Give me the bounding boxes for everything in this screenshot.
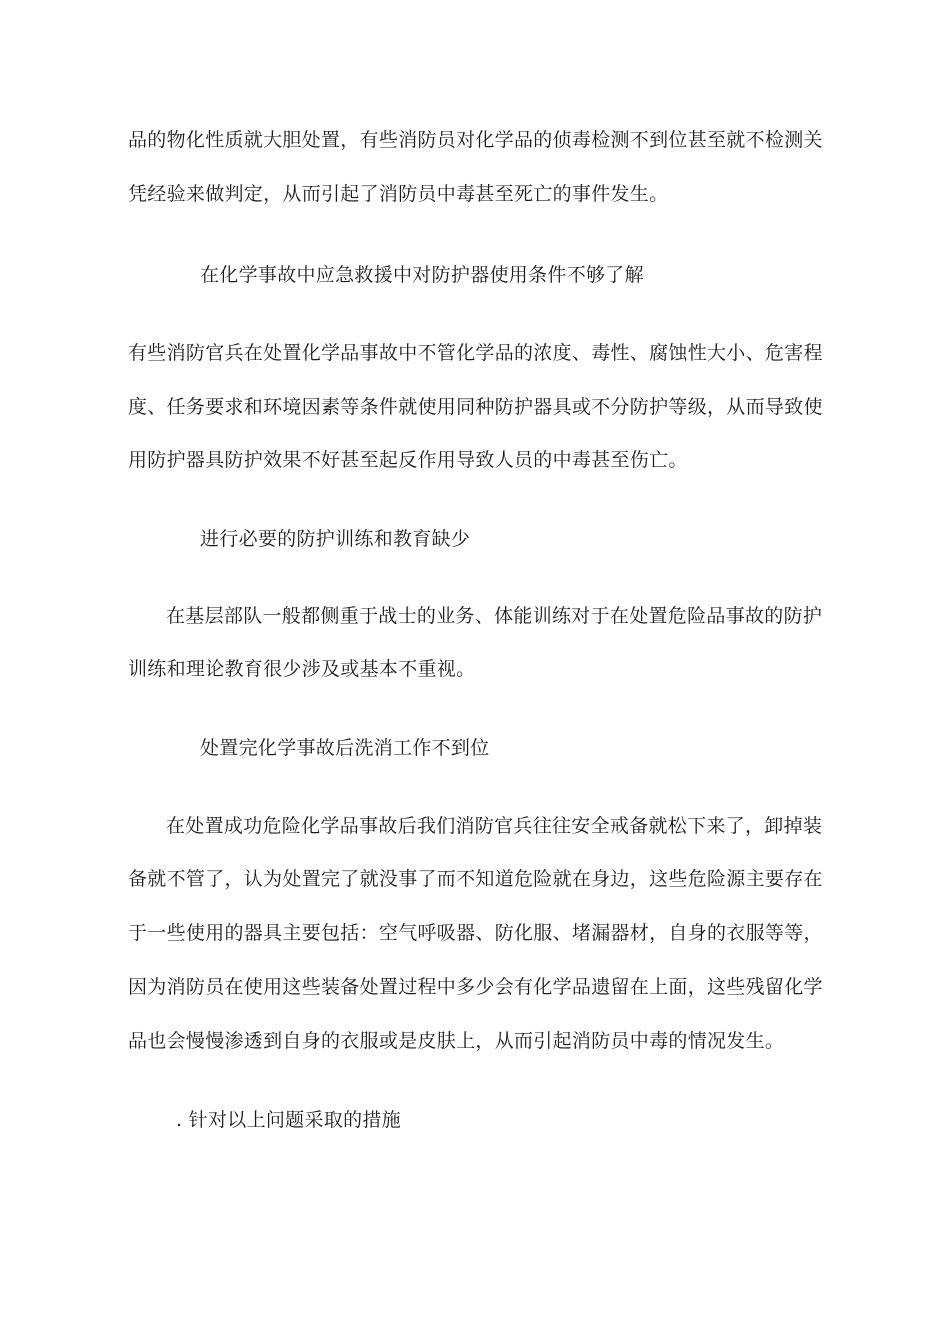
paragraph-line: 在基层部队一般都侧重于战士的业务、体能训练对于在处置危险品事故的防护 [166,605,823,627]
paragraph-line: 品也会慢慢渗透到自身的衣服或是皮肤上，从而引起消防员中毒的情况发生。 [128,1030,785,1052]
paragraph-line: 于一些使用的器具主要包括：空气呼吸器、防化服、堵漏器材，自身的衣服等等， [128,922,823,944]
paragraph-line: 有些消防官兵在处置化学品事故中不管化学品的浓度、毒性、腐蚀性大小、危害程 [128,342,823,364]
paragraph-line: 用防护器具防护效果不好甚至起反作用导致人员的中毒甚至伤亡。 [128,449,688,471]
section-heading: 在化学事故中应急救援中对防护器使用条件不够了解 [200,264,644,286]
paragraph-line: 度、任务要求和环境因素等条件就使用同种防护器具或不分防护等级，从而导致使 [128,396,823,418]
section-heading: 处置完化学事故后洗消工作不到位 [200,737,490,759]
paragraph-line: 训练和理论教育很少涉及或基本不重视。 [128,658,476,680]
paragraph-line: 凭经验来做判定，从而引起了消防员中毒甚至死亡的事件发生。 [128,183,669,205]
paragraph-line: 在处置成功危险化学品事故后我们消防官兵往往安全戒备就松下来了，卸掉装 [166,815,823,837]
paragraph-line: 品的物化性质就大胆处置，有些消防员对化学品的侦毒检测不到位甚至就不检测关 [128,129,823,151]
section-heading: 进行必要的防护训练和教育缺少 [200,528,471,550]
section-heading: . 针对以上问题采取的措施 [176,1109,401,1131]
paragraph-line: 备就不管了，认为处置完了就没事了而不知道危险就在身边，这些危险源主要存在 [128,868,823,890]
paragraph-line: 因为消防员在使用这些装备处置过程中多少会有化学品遗留在上面，这些残留化学 [128,976,823,998]
